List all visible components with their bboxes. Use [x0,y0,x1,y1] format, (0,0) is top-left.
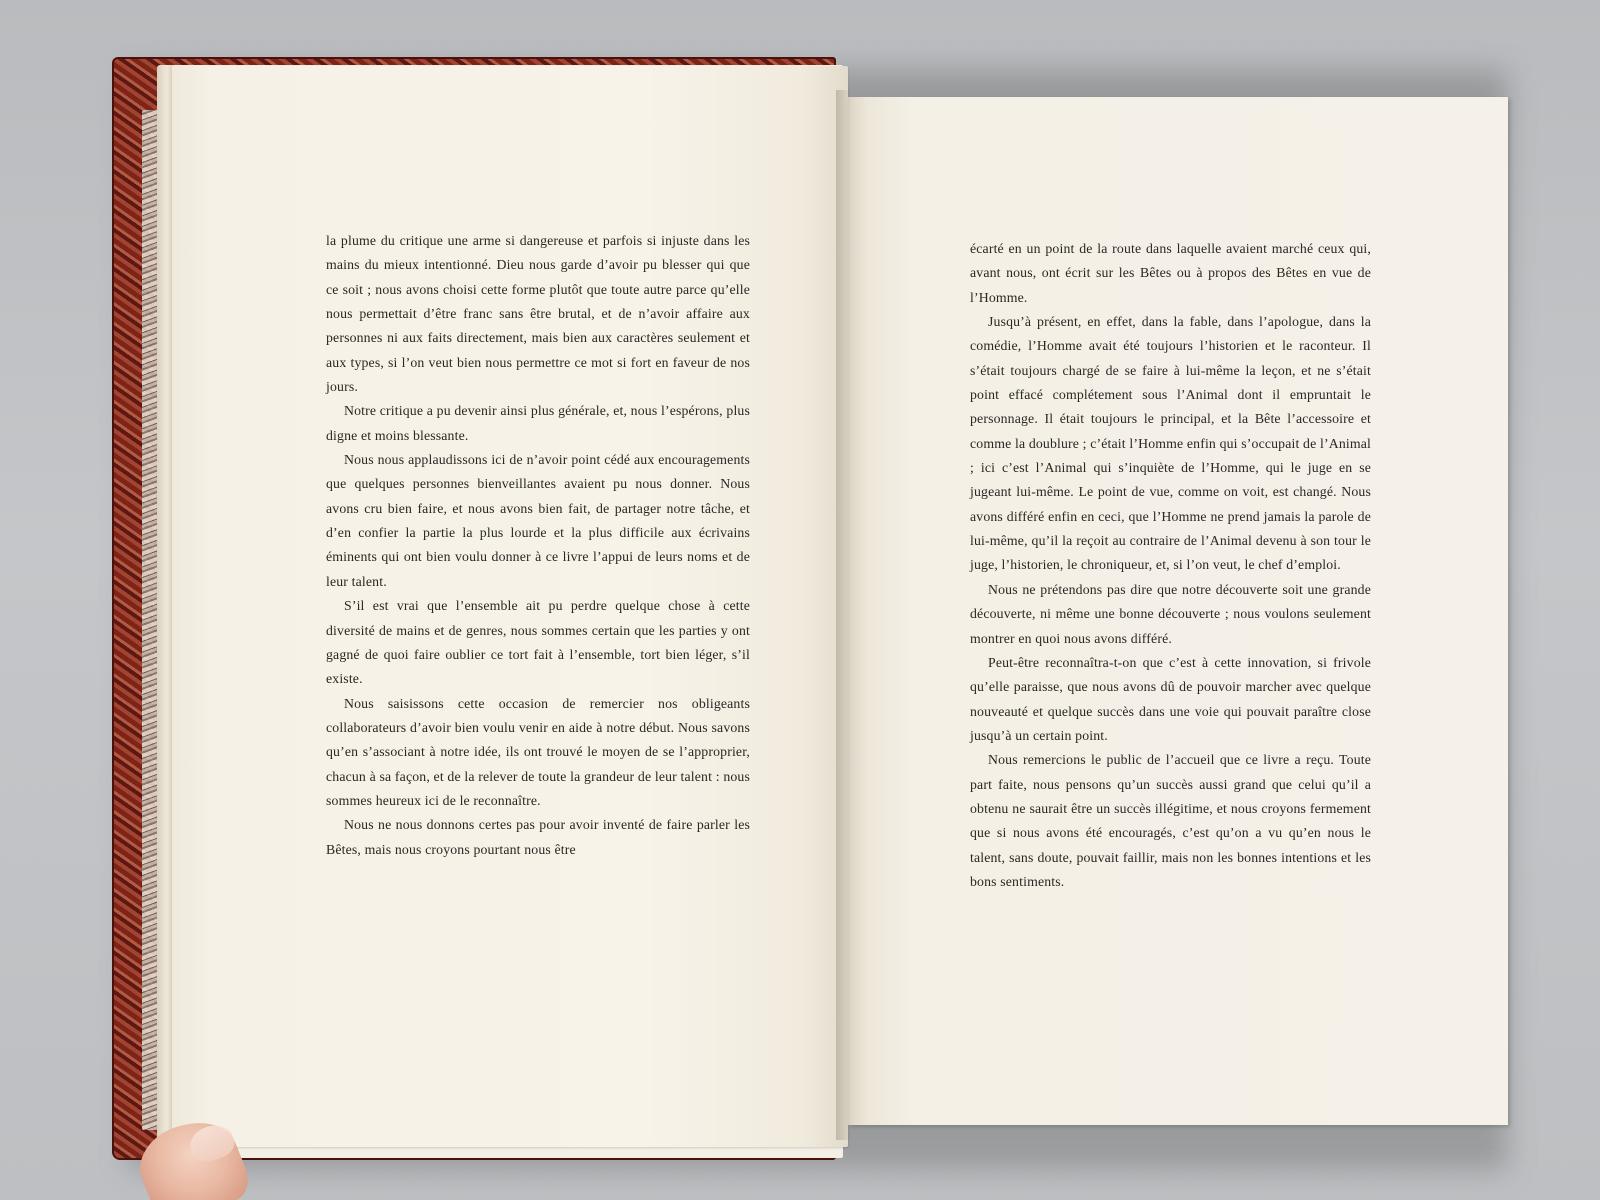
right-paragraph: Peut-être reconnaîtra-t-on que c’est à cette innovation, si frivole qu’elle paraisse, que nous avons dû de pouvoir marcher avec quelque nouveauté et quelque succès dans une voie qui pouvait paraître close jusqu’à un certain point. [970,654,1371,743]
right-paragraph: Nous remercions le public de l’accueil que ce livre a reçu. Toute part faite, nous pensons qu’un succès aussi grand que celui qu’il a obtenu ne saurait être un succès illégitime, et nous croyons fermement que si nous avons été encouragés, c’est qu’on a vu qu’en nous le talent, sans doute, pouvait faillir, mais non les bonnes intentions et les bons sentiments. [970,752,1371,889]
left-paragraph: Nous nous applaudissons ici de n’avoir point cédé aux encouragements que quelques personnes bienveillantes avaient pu nous donner. Nous avons cru bien faire, et nous avons bien fait, de partager notre tâche, et d’en confier la partie la plus lourde et la plus difficile aux écrivains éminents qui ont bien voulu donner à ce livre l’appui de leurs noms et de leur talent. [326,452,750,589]
left-paragraph: S’il est vrai que l’ensemble ait pu perdre quelque chose à cette diversité de mains et de genres, nous sommes certain que les parties y ont gagné de quoi faire oublier ce tort fait à l’ensemble, tort bien léger, s’il existe. [326,598,750,687]
left-paragraph: Nous ne nous donnons certes pas pour avoir inventé de faire parler les Bêtes, mais nous croyons pourtant nous être [326,817,750,857]
right-paragraph: écarté en un point de la route dans laquelle avaient marché ceux qui, avant nous, ont écrit sur les Bêtes ou à propos des Bêtes en vue de l’Homme. [970,241,1371,305]
right-paragraph: Nous ne prétendons pas dire que notre découverte soit une grande découverte, ni même une bonne découverte ; nous voulons seulement montrer en quoi nous avons différé. [970,581,1371,646]
book-gutter [836,90,852,1140]
left-paragraph: Notre critique a pu devenir ainsi plus générale, et, nous l’espérons, plus digne et moins blessante. [326,403,750,443]
right-paragraph: Jusqu’à présent, en effet, dans la fable, dans l’apologue, dans la comédie, l’Homme avait été toujours l’historien et le raconteur. Il s’était toujours chargé de se faire à lui-même la leçon, et ne s’était point effacé complétement sous l’Animal dont il empruntait le personnage. Il était toujours le principal, et la Bête l’accessoire et comme la doublure ; c’était l’Homme enfin qui s’occupait de l’Animal ; ici c’est l’Animal qui s’inquiète de l’Homme, qui le juge en se jugeant lui-même. Le point de vue, comme on voit, est changé. Nous avons différé enfin en ceci, que l’Homme ne prend jamais la parole de lui-même, qu’il la reçoit au contraire de l’Animal devenu à son tour le juge, l’historien, le chroniqueur, et, si l’on veut, le chef d’emploi. [970,314,1371,573]
left-paragraph: la plume du critique une arme si dangereuse et parfois si injuste dans les mains du mieux intentionné. Dieu nous garde d’avoir pu blesser qui que ce soit ; nous avons choisi cette forme plutôt que toute autre parce qu’elle nous permettait d’être franc sans être brutal, et de n’avoir affaire aux personnes ni aux faits directement, mais bien aux caractères seulement et aux types, si l’on veut bien nous permettre ce mot si fort en faveur de nos jours. [326,233,750,395]
left-paragraph: Nous saisissons cette occasion de remercier nos obligeants collaborateurs d’avoir bien voulu venir en aide à notre début. Nous savons qu’en s’associant à notre idée, ils ont trouvé le moyen de se l’approprier, chacun à sa façon, et de la relever de toute la grandeur de leur talent : nous sommes heureux ici de le reconnaître. [326,695,750,808]
left-page-text [326,229,750,862]
right-page-text [970,237,1371,894]
